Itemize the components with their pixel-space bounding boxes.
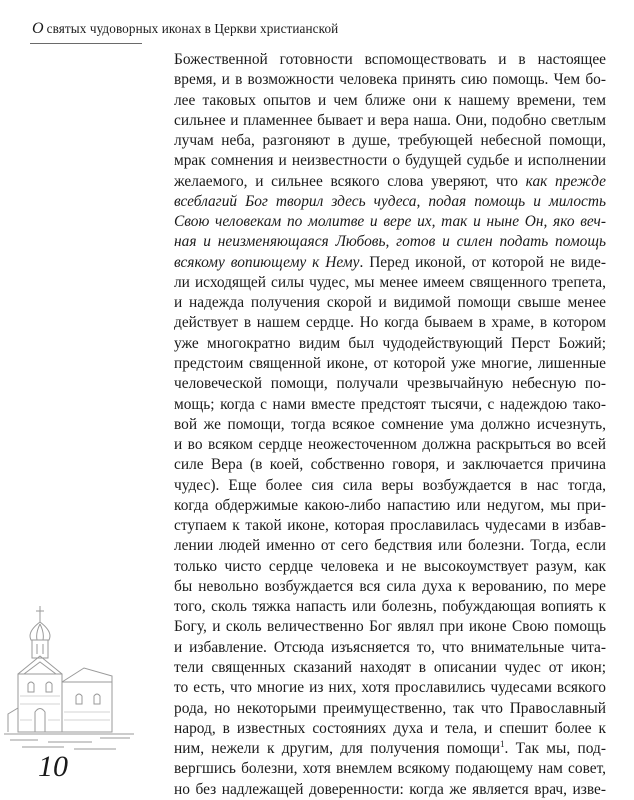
text-line [174,111,606,131]
text-line [174,557,606,577]
text-line [174,253,606,273]
text-line [174,334,606,354]
footnote-marker: 1 [499,738,505,749]
text-line [174,577,606,597]
text-line [174,739,606,759]
text-segment: того, сколь тяжка напасть или болезнь, побуждающая вопиять к [174,598,606,616]
text-line [174,70,606,90]
text-segment: всякому вопиющему к Нему [174,253,360,271]
text-segment: Божественной готовности вспомоществовать и в настоящее [174,51,606,68]
text-segment: . Так мы, под- [504,740,606,758]
text-segment: но без надлежащей доверенности: когда же является врач, изве- [174,780,606,798]
text-segment: лучам неба, разгоняют в душе, требующей небесной помощи, [174,132,606,150]
text-segment: и избавление. Отсюда изъясняется то, что внимательные чита- [174,638,606,656]
text-line [174,212,606,232]
text-segment: народ, в известных состояниях духа и тела, и спешит более к [174,719,606,737]
text-line [174,151,606,171]
text-line [174,374,606,394]
text-line [174,719,606,739]
text-segment: чудес). Еще более сия сила веры возбуждается в нас тогда, [174,476,606,494]
text-line [174,780,606,800]
text-line [174,395,606,415]
text-segment: тели священных сказаний находят в описании чудес от икон; [174,658,606,676]
text-line [174,658,606,678]
text-segment: ная и неизменяющаяся Любовь, готов и силен подать помощь [174,233,606,251]
text-line [174,91,606,111]
text-segment: и надежда получения скорой и видимой помощи свыше менее [174,294,606,312]
text-line [174,496,606,516]
text-line [174,476,606,496]
text-line [174,293,606,313]
text-segment: только чисто сердце человека и не высокоумствует разум, как [174,557,606,575]
text-segment: Богу, и сколь величественно Бог являл при иконе Свою помощь [174,618,606,636]
text-line [174,759,606,779]
text-line [174,192,606,212]
text-line [174,638,606,658]
text-line [174,699,606,719]
text-segment: предстоим священной иконе, от которой уже многие, лишенные [174,354,606,372]
running-header [32,20,338,38]
text-segment: . Перед иконой, от которой не виде- [359,253,606,271]
text-segment: мощь; когда с нами вместе предстоят тысячи, с надеждою тако- [174,395,606,413]
church-illustration [4,604,142,754]
text-line [174,678,606,698]
text-segment: когда обдержимые какою-либо напастию или недугом, мы при- [174,496,606,514]
text-line [174,516,606,536]
text-segment: ним, нежели к другим, для получения помощи [174,740,500,758]
text-segment: рода, но некоторыми преимущественно, так что Православный [174,699,606,717]
page-number: 10 [38,750,68,783]
text-segment: лее таковых опытов и чем ближе они к нашему времени, тем [174,91,606,109]
text-line [174,313,606,333]
text-line [174,597,606,617]
text-segment: действует в нашем сердце. Но когда бываем в храме, в котором [174,314,606,332]
text-segment: уже многократно видим был чудодействующий Перст Божий; [174,334,606,352]
text-segment: ли исходящей силы чудес, мы менее имеем священного трепета, [174,273,606,291]
text-segment: то есть, что многие из них, хотя прославились чудесами всякого [174,679,606,697]
text-line [174,435,606,455]
text-line [174,172,606,192]
text-line [174,354,606,374]
text-line [174,131,606,151]
running-header-text: святых чудоворных иконах в Церкви христианской [46,21,339,36]
text-segment: вой же помощи, тогда всякое сомнение ума должно исчезнуть, [174,415,606,433]
text-segment: Свою человекам по молитве и вере их, так и ныне Он, яко веч- [174,213,606,231]
text-line [174,50,606,70]
text-segment: человеческой помощи, получали чрезвычайную небесную по- [174,375,606,393]
text-line [174,415,606,435]
header-rule [30,43,142,44]
text-line [174,455,606,475]
text-segment: всеблагий Бог творил здесь чудеса, подая помощь и милость [174,192,606,210]
text-segment: сильнее и пламеннее бывает и вера наша. Они, подобно светлым [174,111,606,129]
text-segment: силе Вера (в коей, собственно говоря, и заключается причина [174,456,606,474]
text-segment: бы невольно возбуждается вся сила духа к верованию, по мере [174,577,606,595]
text-segment: лении людей именно от сего бедствия или болезни. Тогда, если [174,537,606,555]
text-line [174,536,606,556]
text-segment: вергшись болезни, хотя внемлем всякому подающему нам совет, [174,760,606,778]
text-line [174,232,606,252]
text-segment: время, и в возможности человека принять сию помощь. Чем бо- [174,71,606,89]
text-segment: мрак сомнения и неизвестности о будущей судьбе и исполнении [174,152,606,170]
running-header-initial: О [32,20,44,37]
text-line [174,273,606,293]
text-segment: и во всяком сердце неожесточенном должна раскрыться во всей [174,436,606,454]
body-text [174,50,606,800]
text-segment: желаемого, и сильнее всякого слова уверяют, что [174,172,526,190]
text-line [174,617,606,637]
text-segment: ступаем к такой иконе, которая прославилась чудесами в избав- [174,517,606,535]
text-segment: как прежде [525,172,606,190]
